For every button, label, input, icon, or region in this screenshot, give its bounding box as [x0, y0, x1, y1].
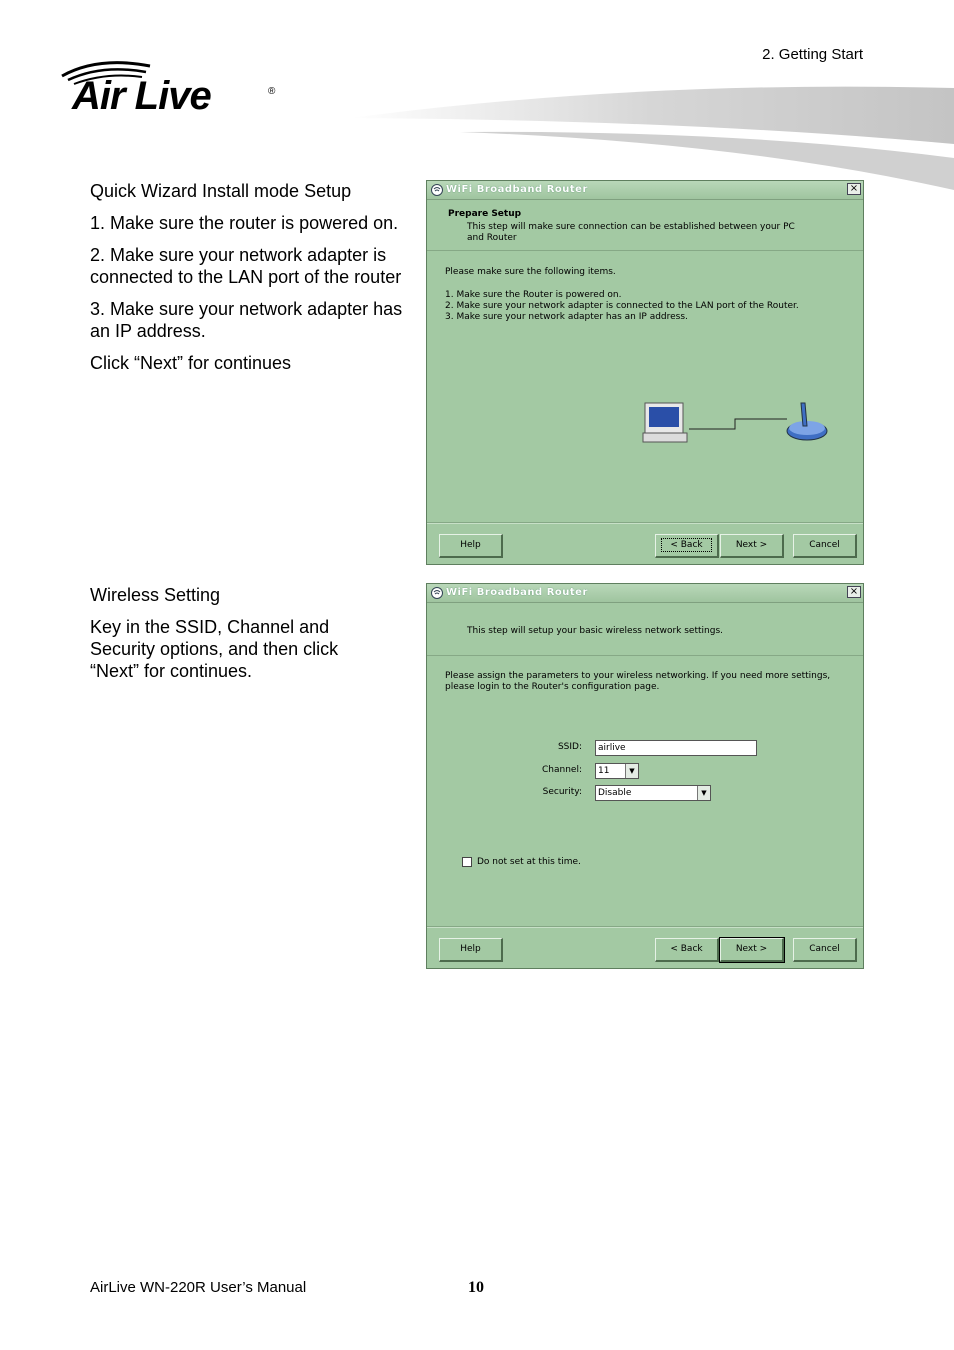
intro-text: Please make sure the following items. — [445, 267, 616, 277]
chevron-down-icon[interactable]: ▼ — [697, 786, 710, 800]
section-2-text — [90, 584, 390, 692]
header-description: This step will setup your basic wireless network settings. — [467, 626, 723, 636]
step-1-text: 1. Make sure the router is powered on. — [90, 213, 399, 233]
dialog-1-titlebar — [427, 181, 863, 200]
checklist-item: 3. Make sure your network adapter has an IP address. — [445, 312, 688, 322]
channel-value: 11 — [598, 766, 610, 776]
next-button[interactable]: Next > — [720, 938, 784, 962]
router-app-icon — [431, 184, 443, 196]
help-button[interactable]: Help — [439, 534, 503, 558]
logo-text: Air Live — [72, 74, 211, 118]
channel-label: Channel: — [542, 765, 582, 775]
step-3-text: 3. Make sure your network adapter has an IP address. — [90, 299, 403, 341]
dialog-2-header — [427, 603, 863, 656]
page-number: 10 — [468, 1279, 484, 1296]
airlive-logo — [58, 58, 288, 128]
registered-mark: ® — [268, 86, 276, 97]
cancel-button[interactable]: Cancel — [793, 938, 857, 962]
continue-text: Click “Next” for continues — [90, 353, 292, 373]
pc-router-illustration — [641, 399, 831, 449]
dialog-1-title: WiFi Broadband Router — [446, 184, 588, 195]
close-button[interactable]: × — [847, 586, 861, 598]
computer-icon — [643, 403, 687, 442]
section-1-heading: Quick Wizard Install mode Setup — [90, 181, 352, 201]
channel-select[interactable] — [595, 763, 639, 779]
back-button[interactable]: < Back — [655, 938, 719, 962]
security-label: Security: — [542, 787, 582, 797]
next-button[interactable]: Next > — [720, 534, 784, 558]
intro-text: Please assign the parameters to your wireless networking. If you need more settings, please login to the Router's configuration page. — [445, 671, 831, 692]
chevron-down-icon[interactable]: ▼ — [625, 764, 638, 778]
back-label: < Back — [661, 538, 711, 552]
checklist-item: 2. Make sure your network adapter is connected to the LAN port of the Router. — [445, 301, 799, 311]
step-2-text: 2. Make sure your network adapter is connected to the LAN port of the router — [90, 245, 402, 287]
dialog-2-titlebar — [427, 584, 863, 603]
footer-separator — [427, 926, 863, 928]
section-1-text — [90, 180, 410, 384]
header-description: This step will make sure connection can be established between your PC and Router — [467, 222, 795, 243]
footer-separator — [427, 522, 863, 524]
section-2-heading: Wireless Setting — [90, 585, 221, 605]
do-not-set-checkbox[interactable] — [462, 857, 472, 867]
do-not-set-label: Do not set at this time. — [477, 857, 581, 867]
help-button[interactable]: Help — [439, 938, 503, 962]
dialog-2-title: WiFi Broadband Router — [446, 587, 588, 598]
security-value: Disable — [598, 788, 632, 798]
back-button[interactable] — [655, 534, 719, 558]
router-app-icon — [431, 587, 443, 599]
ssid-input[interactable]: airlive — [595, 740, 757, 756]
cancel-button[interactable]: Cancel — [793, 534, 857, 558]
prepare-setup-dialog — [426, 180, 864, 565]
checklist-item: 1. Make sure the Router is powered on. — [445, 290, 622, 300]
ssid-label: SSID: — [557, 742, 582, 752]
router-icon — [787, 403, 827, 440]
section-2-instructions: Key in the SSID, Channel and Security options, and then click “Next” for continues. — [90, 617, 339, 681]
security-select[interactable] — [595, 785, 711, 801]
header-title: Prepare Setup — [448, 209, 522, 219]
close-button[interactable]: × — [847, 183, 861, 195]
checklist — [445, 290, 799, 323]
wireless-setting-dialog — [426, 583, 864, 969]
chapter-title: 2. Getting Start — [762, 46, 863, 63]
manual-title: AirLive WN-220R User’s Manual — [90, 1279, 307, 1296]
dialog-1-header — [427, 200, 863, 251]
network-cable — [689, 419, 787, 429]
